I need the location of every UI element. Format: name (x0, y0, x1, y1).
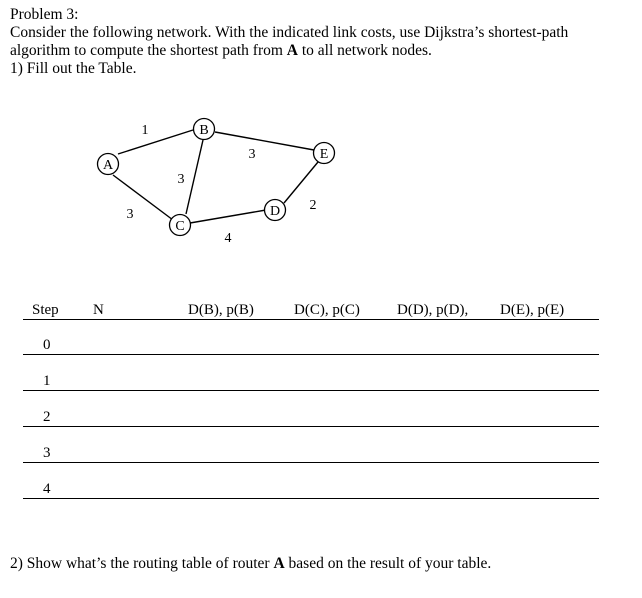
header-step: Step (32, 302, 59, 318)
table-row-rule (23, 426, 599, 427)
intro-source-node: A (286, 42, 298, 59)
cost-d-e: 2 (309, 198, 317, 213)
task-1-instruction: 1) Fill out the Table. (10, 60, 137, 77)
table-row-rule (23, 462, 599, 463)
cost-a-b: 1 (141, 123, 149, 138)
problem-title: Problem 3: (10, 6, 79, 23)
network-links (113, 130, 318, 223)
node-d-label: D (269, 204, 281, 219)
link-d-e (284, 162, 318, 203)
table-row-rule (23, 498, 599, 499)
header-n: N (93, 302, 104, 318)
header-db-pb: D(B), p(B) (188, 302, 254, 318)
table-header-rule (23, 319, 599, 320)
cost-c-d: 4 (224, 231, 232, 246)
task2-text-b: based on the result of your table. (284, 555, 492, 572)
node-b-label: B (199, 123, 209, 138)
table-row-step: 0 (43, 337, 51, 353)
header-dd-pd: D(D), p(D), (397, 302, 469, 318)
task2-text-a: 2) Show what’s the routing table of router (10, 555, 274, 572)
intro-text-a: algorithm to compute the shortest path from (10, 42, 287, 59)
header-de-pe: D(E), p(E) (500, 302, 565, 318)
node-c-label: C (175, 219, 185, 234)
problem-intro-line-1: Consider the following network. With the indicated link costs, use Dijkstra’s shortest-path (10, 24, 569, 41)
task-2-instruction (10, 555, 491, 573)
table-row-rule (23, 390, 599, 391)
table-row-step: 4 (43, 481, 51, 497)
table-row-step: 3 (43, 445, 51, 461)
cost-b-c: 3 (177, 172, 185, 187)
link-a-b (118, 130, 193, 154)
link-c-d (190, 210, 266, 223)
cost-a-c: 3 (126, 207, 134, 222)
intro-text-b: to all network nodes. (298, 42, 432, 59)
cost-b-e: 3 (248, 147, 256, 162)
table-row-rule (23, 354, 599, 355)
link-a-c (113, 175, 173, 220)
link-b-e (215, 132, 314, 150)
header-dc-pc: D(C), p(C) (294, 302, 360, 318)
node-e-label: E (319, 147, 329, 162)
task2-router-node: A (273, 555, 285, 572)
node-a-label: A (102, 158, 114, 173)
table-row-step: 1 (43, 373, 51, 389)
link-b-c (186, 140, 203, 214)
table-row-step: 2 (43, 409, 51, 425)
